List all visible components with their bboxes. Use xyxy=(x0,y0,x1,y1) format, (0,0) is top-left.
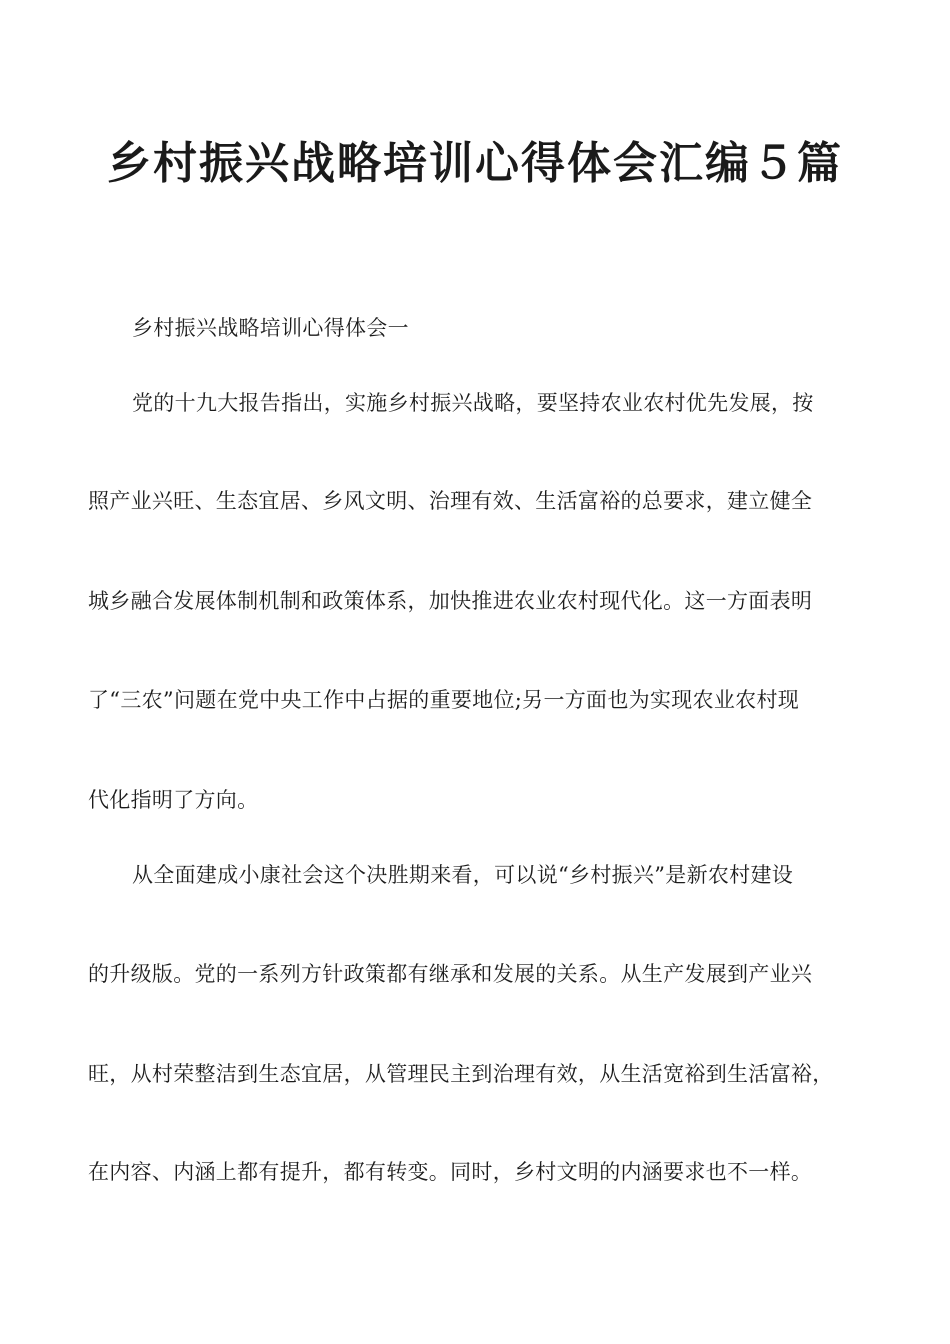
paragraph-line: 城乡融合发展体制机制和政策体系，加快推进农业农村现代化。这一方面表明 xyxy=(88,589,813,613)
paragraph-line: 的升级版。党的一系列方针政策都有继承和发展的关系。从生产发展到产业兴 xyxy=(88,962,813,986)
document-title: 乡村振兴战略培训心得体会汇编５篇 xyxy=(107,138,843,189)
paragraph-line: 了“三农”问题在党中央工作中占据的重要地位;另一方面也为实现农业农村现 xyxy=(88,688,800,712)
paragraph-line: 照产业兴旺、生态宜居、乡风文明、治理有效、生活富裕的总要求，建立健全 xyxy=(88,489,813,513)
section-heading: 乡村振兴战略培训心得体会一 xyxy=(132,316,409,340)
paragraph-line: 从全面建成小康社会这个决胜期来看，可以说“乡村振兴”是新农村建设 xyxy=(132,863,794,887)
paragraph-line: 在内容、内涵上都有提升，都有转变。同时，乡村文明的内涵要求也不一样。 xyxy=(88,1160,813,1184)
paragraph-line: 党的十九大报告指出，实施乡村振兴战略，要坚持农业农村优先发展，按 xyxy=(132,391,814,415)
paragraph-line: 代化指明了方向。 xyxy=(88,788,259,812)
paragraph-line: 旺，从村荣整洁到生态宜居，从管理民主到治理有效，从生活宽裕到生活富裕， xyxy=(88,1062,834,1086)
